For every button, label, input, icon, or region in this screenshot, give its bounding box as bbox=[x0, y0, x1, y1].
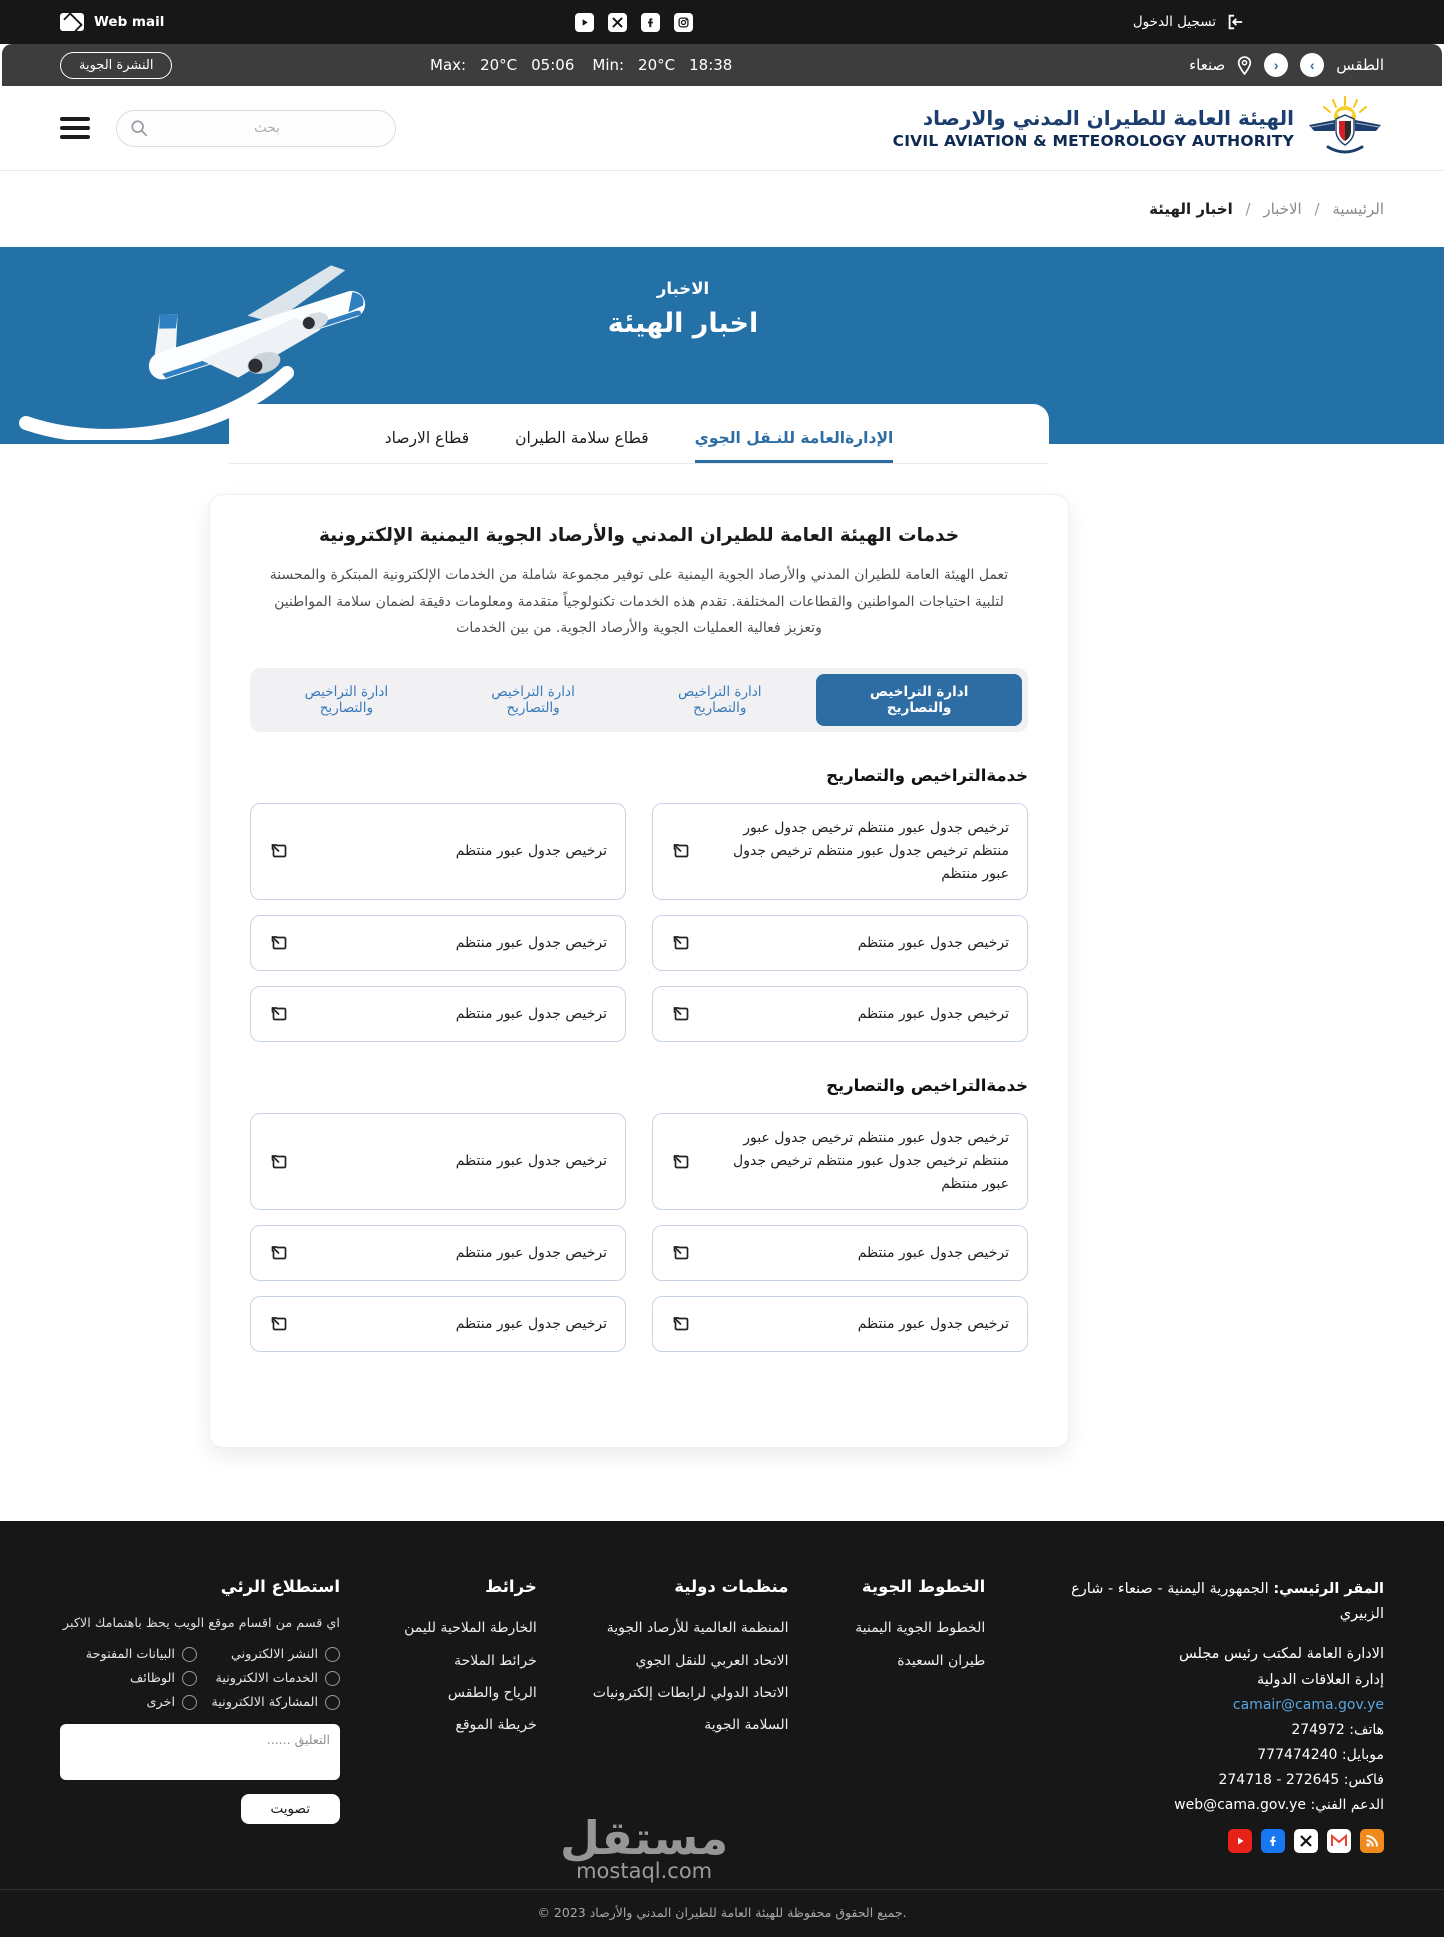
service-link-card[interactable] bbox=[250, 986, 626, 1042]
section-heading-1: خدمةالتراخيص والتصاريح bbox=[826, 765, 1028, 785]
footer-link[interactable]: خرائط الملاحة bbox=[454, 1652, 537, 1669]
radio-button[interactable] bbox=[182, 1695, 197, 1710]
x-icon[interactable] bbox=[608, 13, 627, 32]
location-pin-icon bbox=[1237, 56, 1252, 75]
min-label: Min: bbox=[592, 56, 625, 74]
search-box bbox=[116, 110, 396, 147]
service-label: ترخيص جدول عبور منتظم ترخيص جدول عبور منتظم ترخيص جدول عبور منتظم ترخيص جدول عبور منتظم bbox=[733, 1130, 1009, 1193]
footer-link[interactable]: السلامة الجوية bbox=[704, 1716, 789, 1733]
site-logo[interactable] bbox=[893, 95, 1384, 161]
weather-temps bbox=[430, 56, 732, 74]
external-link-icon bbox=[671, 841, 691, 861]
facebook-icon[interactable] bbox=[641, 13, 660, 32]
footer-link[interactable]: طيران السعيدة bbox=[897, 1652, 986, 1669]
menu-icon[interactable] bbox=[60, 117, 90, 139]
weather-label: الطقس bbox=[1336, 56, 1384, 74]
poll-options bbox=[60, 1647, 340, 1710]
subtab-licenses-3[interactable]: ادارة التراخيص والتصاريح bbox=[443, 674, 624, 726]
service-link-card[interactable] bbox=[250, 803, 626, 900]
breadcrumb-current: اخبار الهيئة bbox=[1149, 200, 1233, 218]
vote-button[interactable]: تصويت bbox=[241, 1794, 340, 1824]
sunset-time: 18:38 bbox=[689, 56, 733, 74]
poll-option[interactable]: الخدمات الالكترونية bbox=[203, 1671, 340, 1686]
footer-airlines-column bbox=[835, 1577, 985, 1852]
poll-option[interactable]: النشر الالكتروني bbox=[203, 1647, 340, 1662]
subtab-licenses-2[interactable]: ادارة التراخيص والتصاريح bbox=[629, 674, 810, 726]
external-link-icon bbox=[269, 1243, 289, 1263]
gmail-icon[interactable] bbox=[1327, 1829, 1351, 1853]
main-header bbox=[0, 86, 1444, 170]
footer-link[interactable]: الرياح والطقس bbox=[447, 1684, 537, 1701]
min-temp: 20°C bbox=[638, 56, 676, 74]
support-line: الدعم الفني: web@cama.gov.ye bbox=[1174, 1796, 1384, 1813]
service-label: ترخيص جدول عبور منتظم bbox=[857, 934, 1009, 951]
radio-button[interactable] bbox=[182, 1647, 197, 1662]
watermark: مستقل mostaql.com bbox=[560, 1810, 729, 1883]
subtab-licenses-4[interactable]: ادارة التراخيص والتصاريح bbox=[256, 674, 437, 726]
breadcrumb-home[interactable]: الرئيسية bbox=[1332, 200, 1384, 218]
service-label: ترخيص جدول عبور منتظم bbox=[455, 1153, 607, 1170]
footer-poll-column bbox=[60, 1577, 340, 1852]
footer-address-column bbox=[1032, 1577, 1384, 1852]
max-temp: 20°C bbox=[480, 56, 518, 74]
external-link-icon bbox=[269, 1152, 289, 1172]
poll-option[interactable]: المشاركة الالكترونية bbox=[203, 1695, 340, 1710]
service-link-card[interactable] bbox=[250, 1113, 626, 1210]
subtab-licenses-1[interactable]: ادارة التراخيص والتصاريح bbox=[816, 674, 1022, 726]
authority-emblem-icon bbox=[1306, 95, 1384, 161]
poll-question: اي قسم من اقسام موقع الويب يحظ باهتمامك الاكبر bbox=[62, 1616, 340, 1632]
poll-option[interactable]: البيانات المفتوحة bbox=[60, 1647, 197, 1662]
service-link-card[interactable] bbox=[250, 1296, 626, 1352]
address-line-3: إدارة العلاقات الدولية bbox=[1256, 1671, 1384, 1688]
footer-link[interactable]: الخارطة الملاحية لليمن bbox=[404, 1620, 537, 1637]
breadcrumb-news[interactable]: الاخبار bbox=[1263, 200, 1302, 218]
login-button[interactable] bbox=[1133, 13, 1244, 31]
tab-air-transport[interactable]: الإدارةالعامة للنـقل الجوي bbox=[695, 429, 894, 463]
service-label: ترخيص جدول عبور منتظم bbox=[455, 842, 607, 859]
facebook-icon[interactable] bbox=[1261, 1829, 1285, 1853]
webmail-link[interactable] bbox=[60, 13, 164, 31]
service-label: ترخيص جدول عبور منتظم bbox=[455, 934, 607, 951]
phone-line: هاتف: 274972 bbox=[1291, 1721, 1384, 1738]
services-title: خدمات الهيئة العامة للطيران المدني والأرصاد الجوية اليمنية الإلكترونية bbox=[318, 525, 960, 546]
service-label: ترخيص جدول عبور منتظم bbox=[857, 1005, 1009, 1022]
footer-link[interactable]: الاتحاد العربي للنقل الجوي bbox=[635, 1652, 789, 1669]
breadcrumb-separator: / bbox=[1314, 200, 1320, 218]
service-link-card[interactable] bbox=[652, 803, 1028, 900]
radio-button[interactable] bbox=[325, 1647, 340, 1662]
x-icon[interactable] bbox=[1294, 1829, 1318, 1853]
fax-line: فاكس: 272645 - 274718 bbox=[1218, 1771, 1384, 1788]
external-link-icon bbox=[671, 1152, 691, 1172]
service-label: ترخيص جدول عبور منتظم bbox=[455, 1244, 607, 1261]
max-label: Max: bbox=[430, 56, 467, 74]
sunrise-time: 05:06 bbox=[531, 56, 575, 74]
city-name[interactable]: صنعاء bbox=[1189, 56, 1226, 74]
poll-option[interactable]: اخرى bbox=[60, 1695, 197, 1710]
city-next-button[interactable]: › bbox=[1300, 53, 1324, 77]
footer bbox=[0, 1521, 1444, 1936]
service-label: ترخيص جدول عبور منتظم bbox=[455, 1315, 607, 1332]
service-label: ترخيص جدول عبور منتظم bbox=[857, 1315, 1009, 1332]
login-label: تسجيل الدخول bbox=[1132, 14, 1216, 30]
footer-link[interactable]: الاتحاد الدولي لرابطات إلكترونيات bbox=[592, 1684, 789, 1701]
poll-comment-input[interactable] bbox=[60, 1724, 340, 1780]
radio-button[interactable] bbox=[325, 1671, 340, 1686]
webmail-label: Web mail bbox=[94, 14, 165, 30]
service-label: ترخيص جدول عبور منتظم ترخيص جدول عبور منتظم ترخيص جدول عبور منتظم ترخيص جدول عبور منتظم bbox=[733, 819, 1009, 882]
external-link-icon bbox=[269, 1004, 289, 1024]
address-line-2: الادارة العامة لمكتب رئيس مجلس bbox=[1179, 1645, 1384, 1662]
service-link-card[interactable] bbox=[250, 915, 626, 971]
logo-title-english: CIVIL AVIATION & METEOROLOGY AUTHORITY bbox=[892, 132, 1294, 150]
radio-button[interactable] bbox=[325, 1695, 340, 1710]
poll-option[interactable]: الوظائف bbox=[60, 1671, 197, 1686]
search-input[interactable] bbox=[116, 110, 396, 147]
organizations-heading: منظمات دولية bbox=[674, 1577, 789, 1597]
social-links bbox=[575, 0, 693, 44]
contact-email-link[interactable]: camair@cama.gov.ye bbox=[1232, 1696, 1384, 1713]
service-grid-1 bbox=[250, 803, 1028, 1042]
external-link-icon bbox=[671, 933, 691, 953]
mail-icon bbox=[60, 13, 84, 31]
rss-icon[interactable] bbox=[1360, 1829, 1384, 1853]
breadcrumb-separator: / bbox=[1245, 200, 1251, 218]
login-icon bbox=[1226, 13, 1244, 31]
service-grid-2 bbox=[250, 1113, 1028, 1352]
airlines-heading: الخطوط الجوية bbox=[861, 1577, 986, 1597]
service-label: ترخيص جدول عبور منتظم bbox=[857, 1244, 1009, 1261]
footer-organizations-column bbox=[584, 1577, 789, 1852]
radio-button[interactable] bbox=[182, 1671, 197, 1686]
footer-link[interactable]: الخطوط الجوية اليمنية bbox=[855, 1620, 986, 1637]
service-category-tabs bbox=[250, 668, 1028, 732]
footer-social-links bbox=[1032, 1829, 1384, 1853]
external-link-icon bbox=[671, 1243, 691, 1263]
youtube-icon[interactable] bbox=[575, 13, 594, 32]
breadcrumb bbox=[0, 170, 1444, 247]
instagram-icon[interactable] bbox=[674, 13, 693, 32]
external-link-icon bbox=[269, 1314, 289, 1334]
service-link-card[interactable] bbox=[652, 915, 1028, 971]
weather-bar bbox=[2, 44, 1442, 86]
service-link-card[interactable] bbox=[250, 1225, 626, 1281]
section-heading-2: خدمةالتراخيص والتصاريح bbox=[826, 1076, 1028, 1096]
section-tabs bbox=[229, 404, 1049, 464]
tab-meteorology[interactable]: قطاع الارصاد bbox=[385, 429, 469, 463]
service-link-card[interactable] bbox=[652, 1296, 1028, 1352]
city-weather-widget bbox=[1189, 53, 1384, 77]
service-link-card[interactable] bbox=[652, 1113, 1028, 1210]
service-link-card[interactable] bbox=[652, 986, 1028, 1042]
hero-subtitle: الاخبار bbox=[656, 279, 710, 298]
tab-aviation-safety[interactable]: قطاع سلامة الطيران bbox=[515, 429, 648, 463]
footer-link[interactable]: خريطة الموقع bbox=[455, 1716, 537, 1733]
external-link-icon bbox=[671, 1004, 691, 1024]
weather-bulletin-button[interactable]: النشرة الجوية bbox=[60, 52, 172, 79]
external-link-icon bbox=[671, 1314, 691, 1334]
footer-link[interactable]: المنظمة العالمية للأرصاد الجوية bbox=[606, 1620, 789, 1637]
copyright-text: © 2023 جميع الحقوق محفوظة للهيئة العامة للطيران المدني والأرصاد. bbox=[0, 1889, 1444, 1937]
maps-heading: خرائط bbox=[485, 1577, 537, 1597]
service-label: ترخيص جدول عبور منتظم bbox=[455, 1005, 607, 1022]
mobile-line: موبايل: 777474240 bbox=[1257, 1746, 1384, 1763]
page-title: اخبار الهيئة bbox=[607, 308, 759, 339]
external-link-icon bbox=[269, 933, 289, 953]
hq-address: المقر الرئيسي: الجمهورية اليمنية - صنعاء - شارع الزبيري bbox=[1071, 1581, 1384, 1622]
support-email-link[interactable]: web@cama.gov.ye bbox=[1174, 1796, 1307, 1813]
services-card bbox=[209, 494, 1069, 1448]
logo-title-arabic: الهيئة العامة للطيران المدني والارصاد bbox=[922, 106, 1294, 130]
service-link-card[interactable] bbox=[652, 1225, 1028, 1281]
city-prev-button[interactable]: ‹ bbox=[1264, 53, 1288, 77]
external-link-icon bbox=[269, 841, 289, 861]
poll-heading: استطلاع الرئي bbox=[220, 1577, 340, 1597]
top-utility-bar bbox=[0, 0, 1444, 44]
services-description: تعمل الهيئة العامة للطيران المدني والأرصاد الجوية اليمنية على توفير مجموعة شاملة من الخدمات الإلكترونية المبتكرة والمحسنة لتلبية احتياجات المواطنين والقطاعات المختلفة. تقدم هذه الخدمات تكنولوجياً متقدمة ومعلومات دقيقة لضمان سلامة المواطنين وتعزيز فعالية العمليات الجوية والأرصاد الجوية. من بين الخدمات bbox=[269, 567, 1009, 637]
search-icon bbox=[130, 119, 148, 141]
youtube-icon[interactable] bbox=[1228, 1829, 1252, 1853]
footer-maps-column bbox=[387, 1577, 537, 1852]
